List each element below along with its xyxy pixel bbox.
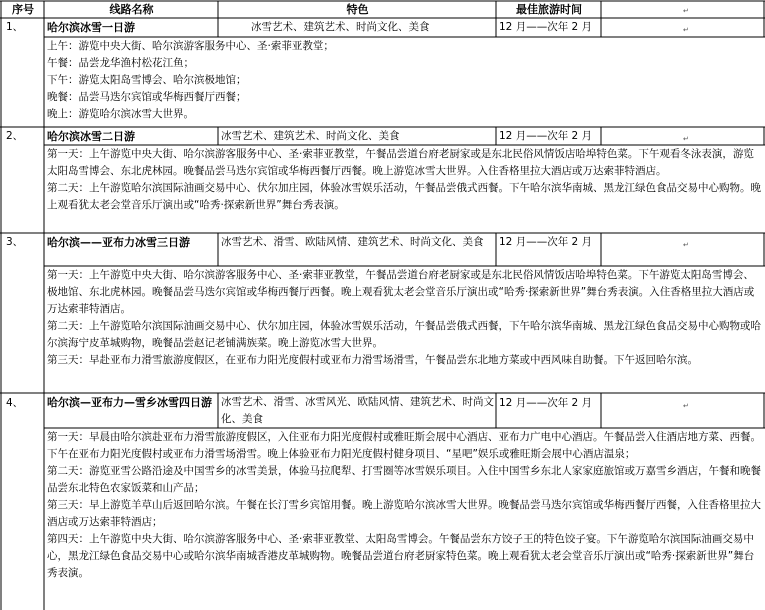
route-1-line-5: 晚上：游览哈尔滨冰雪大世界。 (47, 108, 194, 120)
route-1-line-4: 晚餐：品尝马迭尔宾馆或华梅西餐厅西餐； (47, 91, 247, 103)
route-4-itinerary (47, 429, 762, 609)
route-1-itinerary (47, 38, 762, 126)
route-2-no: 2、 (6, 130, 24, 142)
route-2-time: 12 月——次年 2 月 (499, 130, 593, 142)
cell-end-mark: ↵ (683, 135, 689, 143)
route-4-name: 哈尔滨—亚布力—雪乡冰雪四日游 (47, 396, 212, 409)
route-3-no: 3、 (6, 236, 24, 248)
route-4-features: 冰雪艺术、滑雪、冰雪风光、欧陆风情、建筑艺术、时尚文化、美食 (221, 396, 494, 425)
route-4-line-3: 第三天：早上游览羊草山后返回哈尔滨。午餐在长汀雪乡宾馆用餐。晚上游览哈尔滨冰雪大世界。晚餐品尝马迭尔宾馆或华梅西餐厅西餐，入住香格里拉大酒店或万达索菲特酒店； (47, 499, 761, 528)
header-feature: 特色 (346, 3, 369, 16)
route-2-itinerary (47, 146, 762, 232)
cell-end-mark: ↵ (683, 402, 689, 410)
route-3-name: 哈尔滨——亚布力冰雪三日游 (47, 236, 190, 249)
cell-end-mark: ↵ (683, 241, 689, 249)
route-3-line-2: 第二天：上午游览哈尔滨国际油画交易中心、伏尔加庄园，体验冰雪娱乐活动，午餐品尝俄式西餐，下午哈尔滨华南城、黑龙江绿色食品交易中心购物或哈尔滨海宁皮革城购物，晚餐品尝赵记老铺满族菜。晚上游览冰雪大世界。 (47, 320, 761, 349)
route-4-line-2: 第二天：游览亚雪公路沿途及中国雪乡的冰雪美景，体验马拉爬犁、打雪圈等冰雪娱乐项目。入住中国雪乡东北人家家庭旅馆或万嘉雪乡酒店，午餐和晚餐品尝东北特色农家饭菜和山产品； (47, 465, 761, 494)
header-no: 序号 (12, 3, 34, 16)
route-4-line-4: 第四天：上午游览中央大街、哈尔滨游客服务中心、圣·索菲亚教堂、太阳岛雪博会。午餐品尝东方饺子王的特色饺子宴。下午游览哈尔滨国际油画交易中心，黑龙江绿色食品交易中心或哈尔滨华南城香港皮革城购物。晚餐品尝道台府老厨家特色菜。晚上观看犹太老会堂音乐厅演出或“哈秀·探索新世界”舞台秀表演。 (47, 533, 755, 579)
cell-end-mark: ↵ (683, 26, 689, 34)
route-1-line-3: 下午：游览太阳岛雪博会、哈尔滨极地馆； (47, 74, 247, 86)
route-4-line-1: 第一天：早晨由哈尔滨赴亚布力滑雪旅游度假区，入住亚布力阳光度假村或雅旺斯会展中心酒店、亚布力广电中心酒店。午餐品尝入住酒店地方菜、西餐。下午在亚布力阳光度假村或亚布力滑雪场滑雪。晚上体验亚布力阳光度假村健身项目、“星吧”娱乐或雅旺斯会展中心酒店温泉； (47, 431, 761, 460)
route-1-features: 冰雪艺术、建筑艺术、时尚文化、美食 (251, 21, 430, 33)
header-route: 线路名称 (109, 3, 154, 16)
route-3-line-3: 第三天：早赴亚布力滑雪旅游度假区，在亚布力阳光度假村或亚布力滑雪场滑雪，午餐品尝东北地方菜或中西风味自助餐。下午返回哈尔滨。 (47, 354, 698, 366)
route-2-line-2: 第二天：上午游览哈尔滨国际油画交易中心、伏尔加庄园，体验冰雪娱乐活动，午餐品尝俄式西餐。下午哈尔滨华南城、黑龙江绿色食品交易中心购物。晚上观看犹太老会堂音乐厅演出或“哈秀·探索新世界”舞台秀表演。 (47, 182, 761, 211)
route-2-line-1: 第一天：上午游览中央大街、哈尔滨游客服务中心、圣·索菲亚教堂，午餐品尝道台府老厨家或是东北民俗风情饭店哈埠特色菜。下午观看冬泳表演，游览太阳岛雪博会、东北虎林园。晚餐品尝马迭尔宾馆或华梅西餐厅西餐。晚上游览冰雪大世界。入住香格里拉大酒店或万达索菲特酒店。 (47, 148, 754, 177)
route-1-name: 哈尔滨冰雪一日游 (47, 21, 135, 34)
route-3-features: 冰雪艺术、滑雪、欧陆风情、建筑艺术、时尚文化、美食 (221, 236, 484, 248)
route-1-time: 12 月——次年 2 月 (499, 21, 593, 33)
header-time: 最佳旅游时间 (516, 3, 582, 16)
route-3-itinerary (47, 267, 762, 392)
route-4-time: 12 月——次年 2 月 (499, 397, 593, 409)
route-1-line-2: 午餐：品尝龙华渔村松花江鱼； (47, 57, 194, 69)
route-4-no: 4、 (6, 397, 24, 409)
route-2-name: 哈尔滨冰雪二日游 (47, 130, 135, 143)
route-3-line-1: 第一天：上午游览中央大街、哈尔滨游客服务中心、圣·索菲亚教堂，午餐品尝道台府老厨家或是东北民俗风情饭店哈埠特色菜。下午游览太阳岛雪博会、极地馆、东北虎林园。晚餐品尝马迭尔宾馆或华梅西餐厅西餐。晚上观看犹太老会堂音乐厅演出或“哈秀·探索新世界”舞台秀表演。入住香格里拉大酒店或万达索菲特酒店。 (47, 269, 755, 315)
cell-end-mark: ↵ (683, 7, 689, 15)
route-3-time: 12 月——次年 2 月 (499, 236, 593, 248)
route-2-features: 冰雪艺术、建筑艺术、时尚文化、美食 (221, 130, 400, 142)
route-1-no: 1、 (6, 21, 24, 33)
route-1-line-1: 上午：游览中央大街、哈尔滨游客服务中心、圣·索菲亚教堂； (47, 40, 334, 52)
